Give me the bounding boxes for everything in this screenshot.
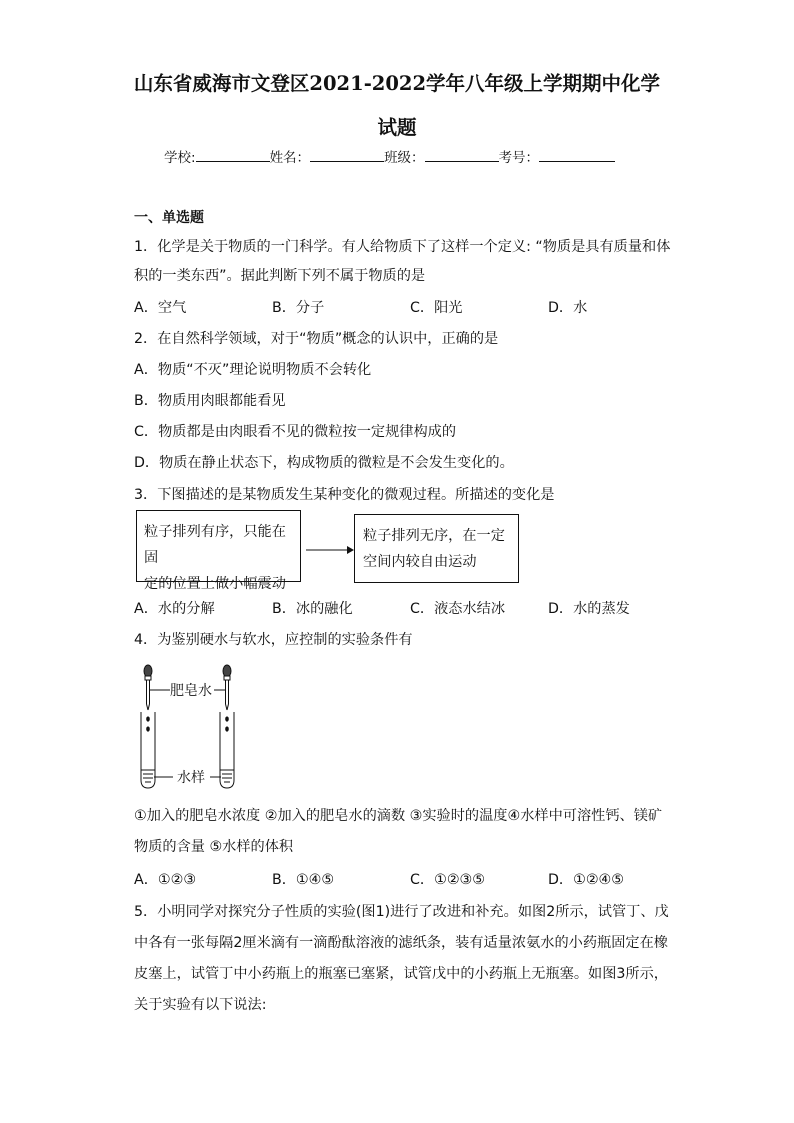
q3-box2-line1: 粒子排列无序，在一定	[363, 528, 505, 544]
q5-stem-line1: 5．小明同学对探究分子性质的实验(图1)进行了改进和补充。如图2所示，试管丁、戊	[134, 904, 669, 920]
q3-arrow-icon	[303, 540, 355, 560]
exam-no-label: 考号：	[498, 150, 540, 166]
q5-stem-line3: 皮塞上，试管丁中小药瓶上的瓶塞已塞紧，试管戊中的小药瓶上无瓶塞。如图3所示，	[134, 966, 668, 982]
q4-option-c: C．①②③⑤	[410, 872, 485, 888]
q5-stem-line4: 关于实验有以下说法:	[134, 997, 267, 1013]
exam-no-blank	[539, 149, 615, 162]
q3-stem: 3．下图描述的是某物质发生某种变化的微观过程。所描述的变化是	[134, 487, 555, 503]
q4-conditions-line1: ①加入的肥皂水浓度 ②加入的肥皂水的滴数 ③实验时的温度④水样中可溶性钙、镁矿	[134, 808, 663, 824]
q4-conditions-line2: 物质的含量 ⑤水样的体积	[134, 839, 294, 855]
school-blank	[196, 149, 270, 162]
q3-option-c: C．液态水结冰	[410, 601, 506, 617]
page-title-line1: 山东省威海市文登区2021-2022学年八年级上学期期中化学	[133, 72, 661, 95]
q1-stem-line2: 积的一类东西”。据此判断下列不属于物质的是	[134, 268, 426, 284]
q3-option-a: A．水的分解	[134, 601, 215, 617]
q4-option-d: D．①②④⑤	[548, 872, 624, 888]
class-label: 班级：	[384, 150, 425, 166]
q1-stem-line1: 1．化学是关于物质的一门科学。有人给物质下了这样一个定义: “物质是具有质量和体	[134, 239, 671, 255]
q4-stem: 4．为鉴别硬水与软水，应控制的实验条件有	[134, 632, 413, 648]
right-drop-icon	[225, 716, 229, 731]
soap-water-label: 肥皂水	[170, 683, 212, 699]
right-dropper-icon	[223, 665, 231, 710]
q5-stem-line2: 中各有一张每隔2厘米滴有一滴酚酞溶液的滤纸条，装有适量浓氨水的小药瓶固定在橡	[134, 935, 668, 951]
water-sample-label: 水样	[177, 770, 205, 786]
q3-option-d: D．水的蒸发	[548, 601, 630, 617]
q2-option-c: C．物质都是由肉眼看不见的微粒按一定规律构成的	[134, 424, 457, 440]
section-heading: 一、单选题	[134, 210, 204, 226]
class-blank	[425, 149, 499, 162]
q3-box2-line2: 空间内较自由运动	[363, 554, 477, 570]
name-blank	[310, 149, 384, 162]
q3-box1-line1: 粒子排列有序，只能在固	[144, 524, 286, 566]
name-label: 姓名：	[269, 150, 311, 166]
q2-option-d: D．物质在静止状态下，构成物质的微粒是不会发生变化的。	[134, 455, 514, 471]
q4-option-b: B．①④⑤	[272, 872, 335, 888]
q3-option-b: B．冰的融化	[272, 601, 353, 617]
left-drop-icon	[146, 716, 150, 731]
left-dropper-icon	[144, 665, 152, 710]
q2-stem: 2．在自然科学领域，对于“物质”概念的认识中，正确的是	[134, 331, 499, 347]
q3-box1-line2: 定的位置上做小幅震动	[144, 576, 286, 592]
q1-option-c: C．阳光	[410, 300, 463, 316]
q1-option-b: B．分子	[272, 300, 325, 316]
q2-option-b: B．物质用肉眼都能看见	[134, 393, 286, 409]
page-title-line2: 试题	[377, 116, 417, 139]
q3-box-ordered	[136, 510, 301, 592]
q3-box-disordered	[354, 514, 519, 583]
left-test-tube-icon	[141, 712, 155, 788]
q4-option-a: A．①②③	[134, 872, 197, 888]
q2-option-a: A．物质“不灭”理论说明物质不会转化	[134, 362, 372, 378]
right-test-tube-icon	[220, 712, 234, 788]
student-info-row	[164, 146, 615, 166]
school-label: 学校:	[164, 150, 196, 166]
q4-test-tube-figure	[130, 660, 250, 792]
q1-option-d: D．水	[548, 300, 588, 316]
q1-option-a: A．空气	[134, 300, 187, 316]
